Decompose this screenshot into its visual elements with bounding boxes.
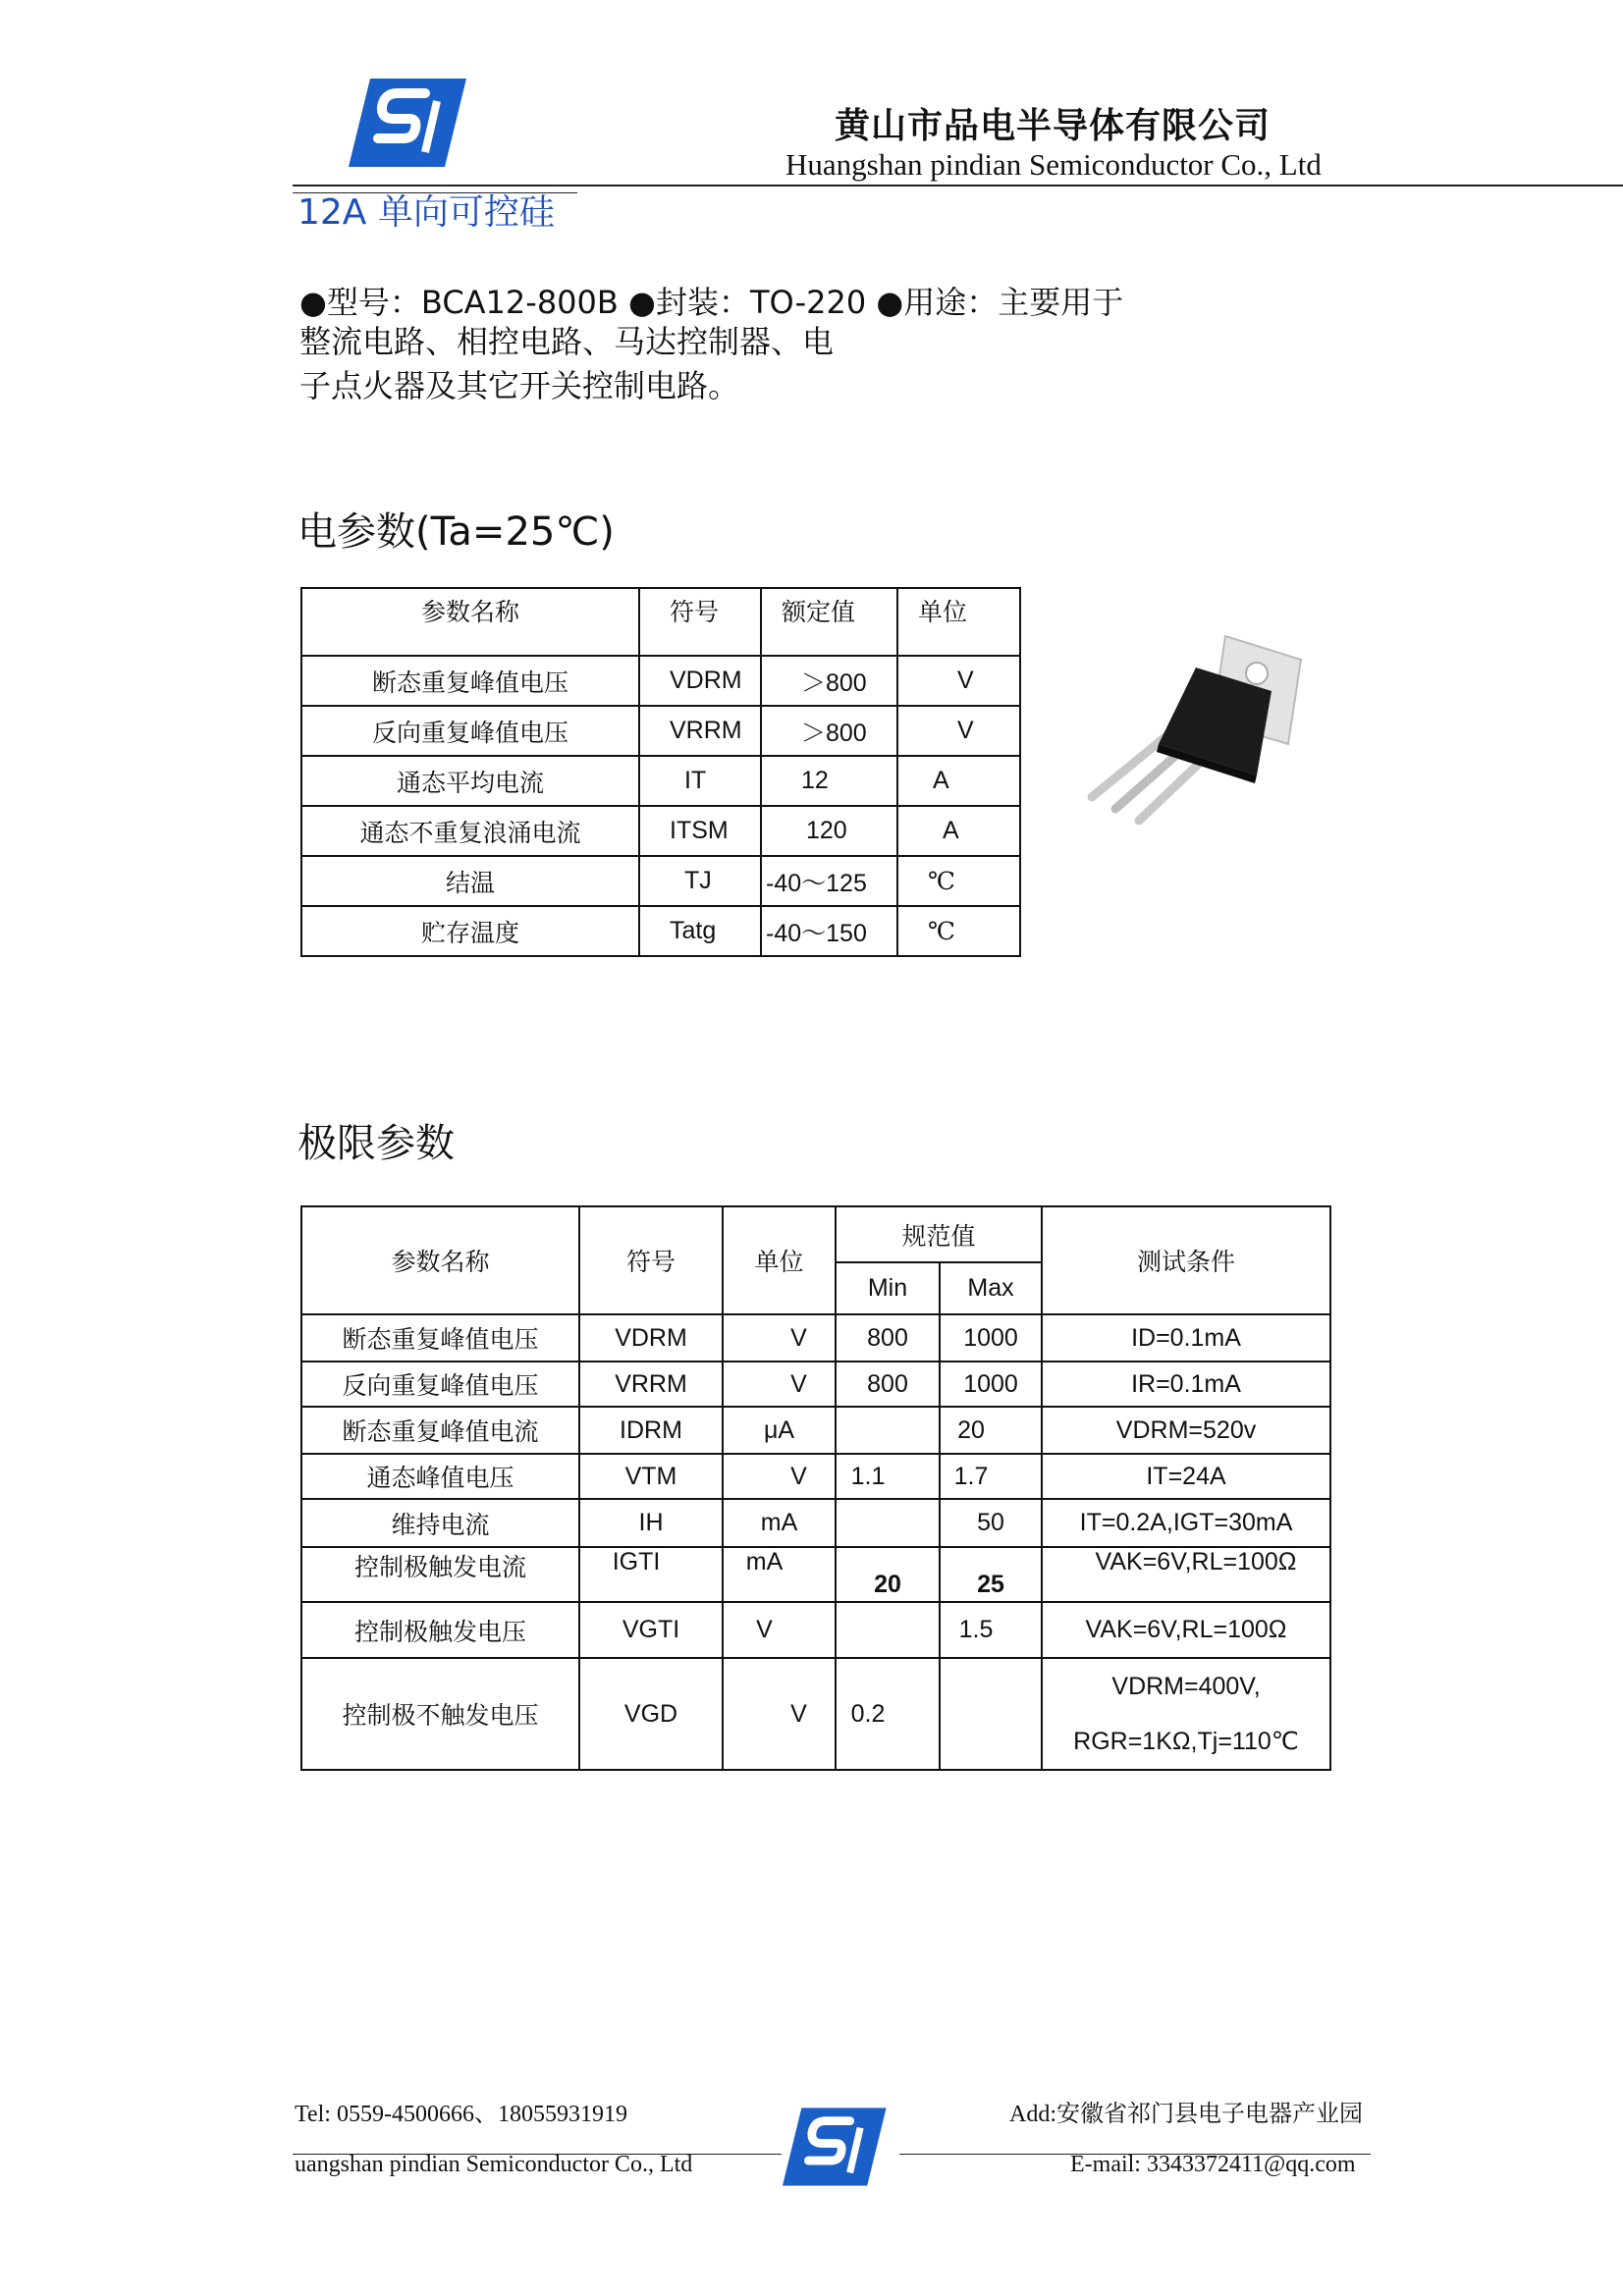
param-min [836,1602,940,1658]
param-symbol: VRRM [579,1362,723,1407]
header-rated-value: 额定值 [761,588,897,656]
param-condition: IT=0.2A,IGT=30mA [1042,1499,1330,1547]
table-row [301,906,1020,956]
param-max: 1.7 [940,1454,1042,1499]
param-symbol: TJ [639,856,761,906]
header-spec-value: 规范值 [836,1206,1042,1262]
table-row [301,1499,1330,1547]
param-name: 结温 [301,856,639,906]
param-name: 通态不重复浪涌电流 [301,806,639,856]
param-symbol: ITSM [639,806,761,856]
param-max: 20 [940,1407,1042,1454]
param-name: 反向重复峰值电压 [301,1362,579,1407]
param-condition-line-2: RGR=1KΩ,Tj=110℃ [1073,1728,1299,1755]
param-min: 20 [836,1547,940,1602]
param-name: 贮存温度 [301,906,639,956]
param-name: 断态重复峰值电流 [301,1407,579,1454]
header-min: Min [836,1262,940,1314]
param-condition: IT=24A [1042,1454,1330,1499]
param-symbol: VGTI [579,1602,723,1658]
param-name: 维持电流 [301,1499,579,1547]
param-name: 反向重复峰值电压 [301,706,639,756]
param-condition-line-1: VDRM=400V, [1111,1673,1261,1700]
table-row [301,1314,1330,1362]
table-row [301,1454,1330,1499]
param-name: 通态平均电流 [301,756,639,806]
header-test-condition: 测试条件 [1042,1206,1330,1314]
table-row [301,1658,1330,1770]
param-symbol: VRRM [639,706,761,756]
param-condition: VAK=6V,RL=100Ω [1042,1602,1330,1658]
header-param-name: 参数名称 [301,1206,579,1314]
param-condition [1042,1658,1330,1770]
param-symbol: VGD [579,1658,723,1770]
table-row [301,706,1020,756]
param-value: 120 [761,806,897,856]
param-symbol: Tatg [639,906,761,956]
table-row [301,756,1020,806]
param-unit: V [897,706,1020,756]
table-row [301,1547,1330,1602]
company-name-cn: 黄山市品电半导体有限公司 [835,105,1271,146]
table-row [301,1407,1330,1454]
param-value: ＞800 [761,706,897,756]
param-min [836,1499,940,1547]
table-row [301,856,1020,906]
param-unit: V [723,1658,836,1770]
param-value: ＞800 [761,656,897,706]
electrical-table [300,587,1021,957]
param-unit: mA [723,1547,836,1602]
footer-address: Add:安徽省祁门县电子电器产业园 [1009,2102,1363,2127]
param-unit: V [897,656,1020,706]
param-condition: IR=0.1mA [1042,1362,1330,1407]
param-unit: V [723,1314,836,1362]
param-unit: ℃ [897,856,1020,906]
param-max: 25 [940,1547,1042,1602]
to220-package-image [1080,628,1306,825]
header-unit: 单位 [723,1206,836,1314]
param-name: 控制极触发电压 [301,1602,579,1658]
param-name: 断态重复峰值电压 [301,1314,579,1362]
param-name: 通态峰值电压 [301,1454,579,1499]
param-unit: V [723,1362,836,1407]
footer-email: E-mail: 3343372411@qq.com [1070,2152,1356,2177]
intro-line-3: 子点火器及其它开关控制电路。 [299,367,740,404]
limits-header-row [301,1206,1330,1262]
param-min: 800 [836,1314,940,1362]
table-row [301,656,1020,706]
product-title: 12A 单向可控硅 [298,192,555,233]
param-value: -40～125 [761,856,897,906]
param-name: 断态重复峰值电压 [301,656,639,706]
param-max: 1.5 [940,1602,1042,1658]
param-symbol: IH [579,1499,723,1547]
param-min [836,1407,940,1454]
param-symbol: VDRM [639,656,761,706]
header-max: Max [940,1262,1042,1314]
intro-line-1: ●型号：BCA12-800B ●封装：TO-220 ●用途：主要用于 [299,284,1124,321]
param-unit: ℃ [897,906,1020,956]
electrical-header-row [301,588,1020,656]
header-symbol: 符号 [579,1206,723,1314]
table-row [301,806,1020,856]
param-unit: μA [723,1407,836,1454]
param-unit: V [723,1602,836,1658]
param-symbol: VDRM [579,1314,723,1362]
electrical-section-title: 电参数(Ta=25℃) [298,509,615,555]
param-unit: A [897,806,1020,856]
header-symbol: 符号 [639,588,761,656]
param-unit: A [897,756,1020,806]
param-value: 12 [761,756,897,806]
header-param-name: 参数名称 [301,588,639,656]
table-row [301,1602,1330,1658]
param-max: 1000 [940,1314,1042,1362]
param-symbol: IDRM [579,1407,723,1454]
table-row [301,1362,1330,1407]
param-name: 控制极触发电流 [301,1547,579,1602]
param-unit: V [723,1454,836,1499]
footer-logo [783,2103,891,2191]
param-symbol: VTM [579,1454,723,1499]
intro-line-2: 整流电路、相控电路、马达控制器、电 [299,323,835,360]
param-min: 800 [836,1362,940,1407]
param-condition: VAK=6V,RL=100Ω [1042,1547,1330,1602]
param-symbol: IGTI [579,1547,723,1602]
param-unit: mA [723,1499,836,1547]
param-condition: VDRM=520v [1042,1407,1330,1454]
footer-tel: Tel: 0559-4500666、18055931919 [295,2102,627,2127]
limits-table [300,1205,1331,1771]
param-min: 1.1 [836,1454,940,1499]
param-max: 50 [940,1499,1042,1547]
footer-company-en: uangshan pindian Semiconductor Co., Ltd [295,2152,693,2177]
param-condition: ID=0.1mA [1042,1314,1330,1362]
param-max: 1000 [940,1362,1042,1407]
company-name-en: Huangshan pindian Semiconductor Co., Ltd [785,147,1322,182]
param-value: -40～150 [761,906,897,956]
company-logo [349,74,471,172]
param-min: 0.2 [836,1658,940,1770]
limits-section-title: 极限参数 [298,1121,455,1166]
header-unit: 单位 [897,588,1020,656]
param-max [940,1658,1042,1770]
param-name: 控制极不触发电压 [301,1658,579,1770]
param-symbol: IT [639,756,761,806]
